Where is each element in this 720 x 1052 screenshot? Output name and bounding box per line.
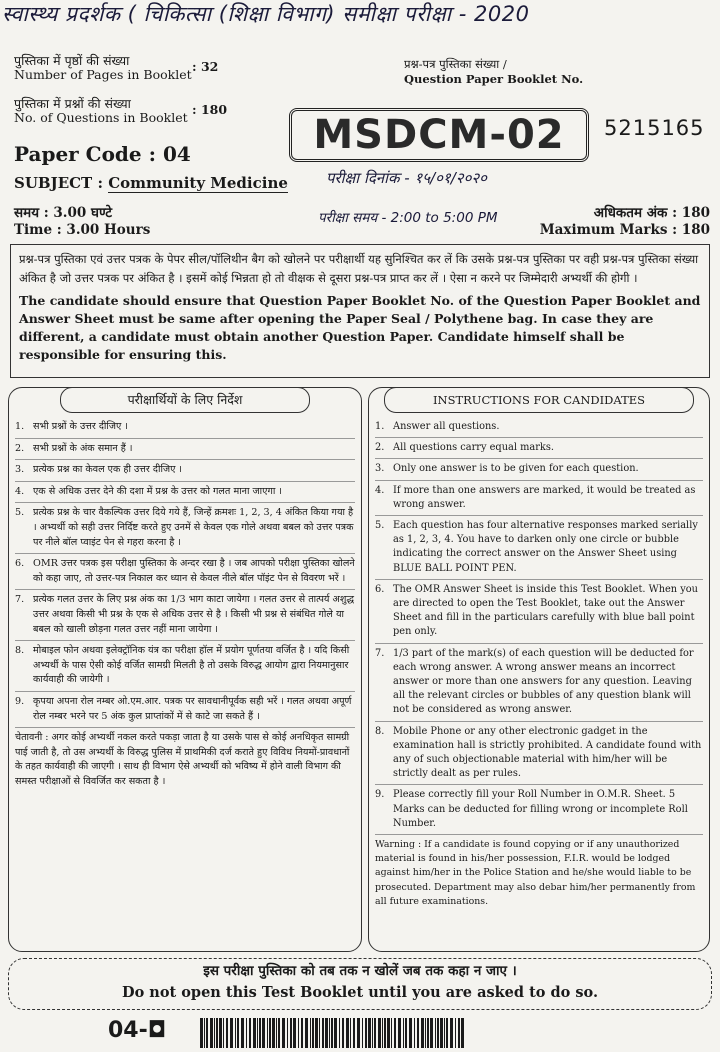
booklet-serial-number: 5215165 xyxy=(604,116,705,140)
questions-count-block xyxy=(14,97,314,125)
barcode-bar xyxy=(301,1018,303,1048)
instruction-text: Answer all questions. xyxy=(393,421,500,432)
barcode-bar xyxy=(430,1018,433,1048)
barcode-bar xyxy=(362,1018,363,1048)
instruction-item xyxy=(375,417,703,438)
barcode-bar xyxy=(440,1018,443,1048)
handwritten-exam-date: परीक्षा दिनांक - १५/०१/२०२० xyxy=(326,169,487,187)
instruction-item xyxy=(375,785,703,834)
barcode-bar xyxy=(293,1018,296,1048)
pages-label-en: Number of Pages in Booklet xyxy=(14,67,192,82)
barcode-bar xyxy=(278,1018,280,1048)
do-not-open-hi: इस परीक्षा पुस्तिका को तब तक न खोलें जब तक कहा न जाए । xyxy=(203,963,517,979)
instruction-number: 8. xyxy=(375,725,385,737)
instruction-number: 4. xyxy=(375,484,385,496)
instruction-number: 1. xyxy=(15,421,25,432)
do-not-open-notice xyxy=(8,958,712,1010)
english-instructions-heading: INSTRUCTIONS FOR CANDIDATES xyxy=(384,387,694,413)
instruction-text: प्रत्येक प्रश्न का केवल एक ही उत्तर दीजिए । xyxy=(33,464,183,476)
barcode-bar xyxy=(382,1018,383,1048)
barcode-bar xyxy=(421,1018,424,1048)
barcode-bar xyxy=(444,1018,445,1048)
instruction-text: The OMR Answer Sheet is inside this Test Booklet. When you are directed to open the Test Booklet, take out the Answer Sheet and fill in the particulars carefully with blue ball point pen only. xyxy=(393,583,698,638)
barcode-bar xyxy=(259,1018,261,1048)
english-instructions-list xyxy=(375,417,703,834)
barcode-bar xyxy=(329,1018,330,1048)
barcode-bar xyxy=(257,1018,258,1048)
barcode-bar xyxy=(446,1018,448,1048)
barcode-bar xyxy=(342,1018,344,1048)
barcode-bar xyxy=(417,1018,419,1048)
barcode-bar xyxy=(409,1018,412,1048)
instruction-number: 6. xyxy=(375,583,385,595)
barcode-bar xyxy=(322,1018,324,1048)
instruction-number: 9. xyxy=(15,695,25,707)
barcode-bar xyxy=(387,1018,390,1048)
barcode-bar xyxy=(394,1018,396,1048)
booklet-code: MSDCM-02 xyxy=(313,112,565,158)
instruction-text: Only one answer is to be given for each question. xyxy=(393,463,639,475)
instruction-item xyxy=(375,722,703,786)
instruction-item xyxy=(15,439,355,461)
instruction-number: 5. xyxy=(375,520,385,532)
instruction-number: 4. xyxy=(15,485,25,497)
booklet-number-label-hi: प्रश्न-पत्र पुस्तिका संख्या / xyxy=(404,57,507,71)
barcode-bar xyxy=(226,1018,228,1048)
instruction-item xyxy=(375,516,703,580)
subject-line xyxy=(14,174,288,192)
questions-value: : 180 xyxy=(192,102,228,117)
barcode-bar xyxy=(319,1018,320,1048)
barcode-bar xyxy=(269,1018,271,1048)
time-en: Time : 3.00 Hours xyxy=(14,222,151,238)
barcode-bar xyxy=(235,1018,236,1048)
instruction-text: सभी प्रश्नों के अंक समान हैं । xyxy=(33,442,133,454)
instruction-number: 3. xyxy=(375,463,385,475)
barcode-bar xyxy=(374,1018,376,1048)
instruction-text: OMR उत्तर पत्रक इस परीक्षा पुस्तिका के अन्दर रखा है । जब आपको परीक्षा पुस्तिका खोलने को कहा जाए, तो उत्तर-पत्र निकाल कर ध्यान से केवल नीले बॉल पॉइंट पेन से विवरण भरें । xyxy=(33,558,355,584)
barcode-bar xyxy=(249,1018,251,1048)
barcode-bar xyxy=(290,1018,292,1048)
barcode-bar xyxy=(305,1018,308,1048)
pages-count-block xyxy=(14,54,314,82)
barcode-bar xyxy=(435,1018,436,1048)
instruction-number: 7. xyxy=(375,647,385,659)
barcode-bar xyxy=(262,1018,265,1048)
barcode-bar xyxy=(219,1018,222,1048)
instruction-number: 2. xyxy=(375,442,385,454)
barcode-bar xyxy=(405,1018,407,1048)
booklet-number-label-en: Question Paper Booklet No. xyxy=(404,72,584,86)
pages-label-hi: पुस्तिका में पृष्ठों की संख्या xyxy=(14,53,130,68)
handwritten-exam-time: परीक्षा समय - 2:00 to 5:00 PM xyxy=(318,210,498,226)
barcode-bar xyxy=(458,1018,460,1048)
instruction-item xyxy=(15,590,355,641)
hindi-instructions-list xyxy=(15,417,355,727)
barcode-bar xyxy=(241,1018,244,1048)
barcode-bar xyxy=(276,1018,277,1048)
barcode-bar xyxy=(246,1018,247,1048)
instruction-text: All questions carry equal marks. xyxy=(393,442,554,454)
instruction-item xyxy=(375,438,703,459)
booklet-code-box xyxy=(289,108,589,162)
barcode-bar xyxy=(384,1018,386,1048)
barcode-bar xyxy=(368,1018,371,1048)
barcode-bar xyxy=(450,1018,453,1048)
paper-code: Paper Code : 04 xyxy=(14,142,191,166)
barcode-bar xyxy=(253,1018,256,1048)
instruction-number: 2. xyxy=(15,442,25,454)
barcode-bar xyxy=(339,1018,340,1048)
barcode-bar xyxy=(391,1018,392,1048)
barcode-bar xyxy=(425,1018,426,1048)
instruction-number: 7. xyxy=(15,594,25,606)
barcode-bar xyxy=(346,1018,349,1048)
barcode-bar xyxy=(310,1018,311,1048)
instruction-text: प्रत्येक गलत उत्तर के लिए प्रश्न अंक का 1/3 भाग काटा जायेगा । गलत उत्तर से तात्पर्य अशुद्ध उत्तर अथवा किसी भी प्रश्न के एक से अधिक उत्तर से है । किसी भी प्रश्न से संबंधित गोले या बबल को खाली छोड़ना गलत उत्तर नहीं माना जायेगा । xyxy=(33,594,355,635)
do-not-open-en: Do not open this Test Booklet until you are asked to do so. xyxy=(122,984,598,1001)
barcode-bar xyxy=(223,1018,224,1048)
barcode-bar xyxy=(461,1018,464,1048)
barcode-bar xyxy=(353,1018,355,1048)
instruction-number: 3. xyxy=(15,464,25,476)
barcode-bar xyxy=(206,1018,208,1048)
pages-value: : 32 xyxy=(192,59,219,74)
seal-notice-hi: प्रश्न-पत्र पुस्तिका एवं उत्तर पत्रक के पेपर सील/पॉलिथीन बैग को खोलने पर परीक्षार्थी यह सुनिश्चित कर लें कि उसके प्रश्न-पत्र पुस्तिका पर वही प्रश्न-पत्र पुस्तिका संख्या अंकित है जो उत्तर पत्रक पर अंकित है । इसमें कोई भिन्नता हो तो वीक्षक से दूसरा प्रश्न-पत्र प्राप्त कर लें । ऐसा न करने पर जिम्मेदारी अभ्यर्थी की होगी । xyxy=(19,252,699,285)
barcode-bar xyxy=(315,1018,318,1048)
barcode-bar xyxy=(214,1018,215,1048)
instruction-text: Please correctly fill your Roll Number in O.M.R. Sheet. 5 Marks can be deducted for filling wrong or incomplete Roll Number. xyxy=(393,789,688,829)
barcode-bar xyxy=(216,1018,218,1048)
subject-name: Community Medicine xyxy=(108,174,288,192)
barcode-bar xyxy=(357,1018,360,1048)
time-block xyxy=(14,205,150,239)
barcode-bar xyxy=(287,1018,288,1048)
handwritten-exam-title: स्वास्थ्य प्रदर्शक ( चिकित्सा (शिक्षा विभाग) समीक्षा परीक्षा - 2020 xyxy=(2,2,530,26)
barcode-bar xyxy=(437,1018,439,1048)
barcode-bar xyxy=(427,1018,429,1048)
barcode-bar xyxy=(267,1018,268,1048)
instruction-item xyxy=(375,644,703,722)
barcode-bar xyxy=(282,1018,285,1048)
barcode-bar xyxy=(398,1018,401,1048)
time-hi: समय : 3.00 घण्टे xyxy=(14,205,113,221)
instruction-text: कृपया अपना रोल नम्बर ओ.एम.आर. पत्रक पर सावधानीपूर्वक सही भरें । गलत अथवा अपूर्ण रोल नम्बर भरने पर 5 अंक कुल प्राप्तांकों में से काटे जा सकते हैं । xyxy=(33,695,352,722)
instruction-text: मोबाइल फोन अथवा इलेक्ट्रॉनिक यंत्र का परीक्षा हॉल में प्रयोग पूर्णतया वर्जित है । यदि किसी अभ्यर्थी के पास ऐसी कोई वर्जित सामग्री मिलती है तो उसके विरुद्ध आयोग द्वारा नियमानुसार कार्यवाही की जायेगी । xyxy=(33,645,350,686)
marks-en: Maximum Marks : 180 xyxy=(539,222,710,238)
seal-notice-en: The candidate should ensure that Question Paper Booklet No. of the Question Paper Booklet and Answer Sheet must be same after opening the Paper Seal / Polythene bag. In case they are different, a candidate must obtain another Question Paper. Candidate himself shall be responsible for ensuring this. xyxy=(19,293,701,362)
barcode-bar xyxy=(272,1018,275,1048)
barcode-bar xyxy=(403,1018,404,1048)
barcode-bar xyxy=(200,1018,203,1048)
instruction-text: Mobile Phone or any other electronic gadget in the examination hall is strictly prohibited. A candidate found with any of such objectionable material with him/her will be strictly dealt as per rules. xyxy=(393,725,702,780)
instruction-number: 5. xyxy=(15,507,25,519)
marks-hi: अधिकतम अंक : 180 xyxy=(593,205,710,221)
questions-label-en: No. of Questions in Booklet xyxy=(14,110,188,125)
barcode-bar xyxy=(237,1018,239,1048)
instruction-number: 1. xyxy=(375,421,385,432)
barcode-bar xyxy=(210,1018,213,1048)
instruction-item xyxy=(375,580,703,644)
barcode-bar xyxy=(365,1018,367,1048)
barcode-image xyxy=(200,1018,466,1048)
instruction-text: If more than one answers are marked, it would be treated as wrong answer. xyxy=(393,484,696,510)
instruction-text: सभी प्रश्नों के उत्तर दीजिए । xyxy=(33,421,128,432)
instruction-item xyxy=(15,417,355,439)
instruction-item xyxy=(15,482,355,504)
instruction-number: 6. xyxy=(15,558,25,570)
english-instructions-panel xyxy=(368,387,710,952)
instruction-text: एक से अधिक उत्तर देने की दशा में प्रश्न के उत्तर को गलत माना जाएगा । xyxy=(33,485,283,497)
seal-notice-box xyxy=(10,244,710,378)
bottom-paper-code: 04-◘ xyxy=(108,1018,167,1043)
instruction-item xyxy=(15,554,355,590)
barcode-bar xyxy=(204,1018,205,1048)
questions-label-hi: पुस्तिका में प्रश्नों की संख्या xyxy=(14,96,131,111)
instruction-item xyxy=(15,692,355,727)
english-warning: Warning : If a candidate is found copying or if any unauthorized material is found in his/her possession, F.I.R. would be lodged against him/her in the Police Station and he/she would liable to be prosecuted. Department may also debar him/her permanently from all future examinations. xyxy=(375,834,703,909)
barcode-bar xyxy=(378,1018,381,1048)
barcode-bar xyxy=(350,1018,351,1048)
barcode-bar xyxy=(312,1018,314,1048)
instruction-text: Each question has four alternative responses marked serially as 1, 2, 3, 4. You have to darken only one circle or bubble indicating the correct answer on the Answer Sheet using BLUE BALL POINT PEN. xyxy=(393,520,698,574)
barcode-bar xyxy=(298,1018,299,1048)
instruction-item xyxy=(15,641,355,692)
instruction-number: 8. xyxy=(15,645,25,657)
instruction-number: 9. xyxy=(375,789,385,801)
instruction-item xyxy=(15,503,355,554)
instruction-item xyxy=(15,460,355,482)
barcode-bar xyxy=(372,1018,373,1048)
barcode-bar xyxy=(414,1018,415,1048)
instruction-item xyxy=(375,481,703,516)
booklet-number-label xyxy=(404,57,583,87)
hindi-instructions-heading: परीक्षार्थियों के लिए निर्देश xyxy=(60,387,310,413)
instruction-item xyxy=(375,459,703,480)
barcode-bar xyxy=(455,1018,456,1048)
barcode-bar xyxy=(325,1018,328,1048)
barcode-bar xyxy=(331,1018,333,1048)
subject-label: SUBJECT : xyxy=(14,174,109,192)
hindi-instructions-panel xyxy=(8,387,362,952)
instruction-text: प्रत्येक प्रश्न के चार वैकल्पिक उत्तर दिये गये हैं, जिन्हें क्रमशः 1, 2, 3, 4 अंकित किया गया है । अभ्यर्थी को सही उत्तर निर्दिष्ट करते हुए उनमें से केवल एक गोले अथवा बबल को उत्तर पत्रक पर नीले बॉल प्वाइंट पेन से गहरा करना है । xyxy=(33,507,354,548)
hindi-warning: चेतावनी : अगर कोई अभ्यर्थी नकल करते पकड़ा जाता है या उसके पास से कोई अनधिकृत सामग्री पाई जाती है, तो उस अभ्यर्थी के विरुद्ध पुलिस में प्राथमिकी दर्ज कराते हुए विविध नियमों-प्रावधानों के तहत कार्यवाही की जाएगी । साथ ही विभाग ऐसे अभ्यर्थी को भविष्य में होने वाली विभाग की समस्त परीक्षाओं से विवर्जित कर सकता है । xyxy=(15,727,355,789)
barcode-bar xyxy=(230,1018,233,1048)
instruction-text: 1/3 part of the mark(s) of each question will be deducted for each wrong answer. A wrong answer means an incorrect answer or more than one answers for any question. Leaving all the relevant circles or bubbles of any question blank will not be considered as wrong answer. xyxy=(393,647,694,716)
barcode-bar xyxy=(334,1018,337,1048)
marks-block xyxy=(540,205,710,239)
